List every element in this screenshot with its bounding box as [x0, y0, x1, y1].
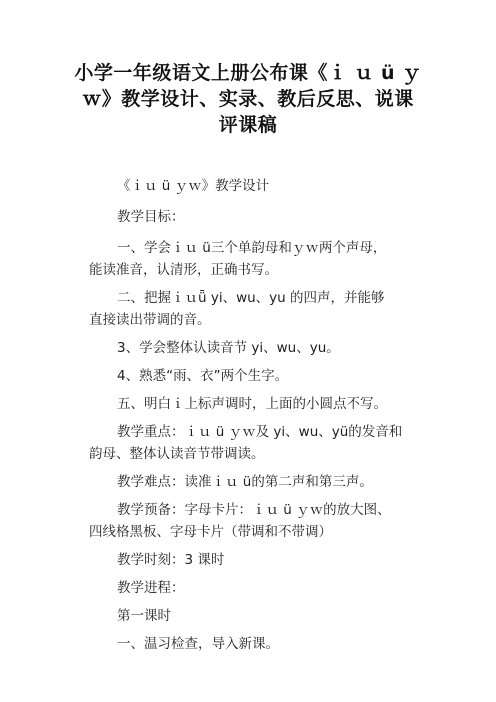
document-body [89, 175, 419, 661]
paragraph [89, 577, 419, 599]
paragraph [89, 365, 419, 387]
title-line: 评课稿 [218, 114, 278, 136]
paragraph [89, 471, 419, 493]
paragraph-line: 直接读出带调的音。 [89, 312, 211, 328]
paragraph-line: 韵母、整体认读音节带调读。 [89, 446, 265, 462]
paragraph-line: 四线格黑板、字母卡片（带调和不带调） [89, 524, 332, 540]
paragraph-line: 《ｉｕ ü ｙｗ》教学设计 [117, 178, 270, 194]
section-heading [89, 175, 419, 197]
paragraph [89, 421, 419, 465]
paragraph-line: 第一课时 [117, 608, 171, 624]
paragraph-line: 一、学会ｉｕ ü三个单韵母和ｙｗ两个声母， [117, 240, 387, 256]
document-title [70, 60, 426, 138]
paragraph-line: 教学时刻：3 课时 [117, 552, 225, 568]
paragraph-line: 3、学会整体认读音节 yi、wu、yu。 [117, 340, 340, 356]
paragraph [89, 206, 419, 228]
paragraph [89, 237, 419, 281]
paragraph-line: 一、温习检查，导入新课。 [117, 636, 279, 652]
paragraph-line: 能读准音，认清形，正确书写。 [89, 262, 278, 278]
paragraph-line: 教学进程： [117, 580, 185, 596]
paragraph [89, 499, 419, 543]
paragraph-line: 教学重点：ｉｕ ü ｙｗ及 yi、wu、yü的发音和 [117, 424, 403, 440]
paragraph [89, 393, 419, 415]
paragraph-line: 教学预备：字母卡片：ｉｕ ü ｙｗ的放大图、 [117, 502, 391, 518]
paragraph-line: 4、熟悉“雨、衣”两个生字。 [117, 368, 289, 384]
paragraph [89, 633, 419, 655]
paragraph [89, 287, 419, 331]
paragraph [89, 549, 419, 571]
paragraph-line: 教学目标： [117, 209, 185, 225]
paragraph [89, 337, 419, 359]
paragraph-line: 二、把握ｉｕǖ yi、wu、yu 的四声，并能够 [117, 290, 385, 306]
title-line: 小学一年级语文上册公布课《ｉ ｕ ü ｙ [74, 62, 422, 84]
paragraph-line: 教学难点：读准ｉｕ ü的第二声和第三声。 [117, 474, 373, 490]
title-line: ｗ》教学设计、实录、教后反思、说课 [82, 88, 414, 110]
paragraph-line: 五、明白ｉ上标声调时，上面的小圆点不写。 [117, 396, 387, 412]
paragraph [89, 605, 419, 627]
